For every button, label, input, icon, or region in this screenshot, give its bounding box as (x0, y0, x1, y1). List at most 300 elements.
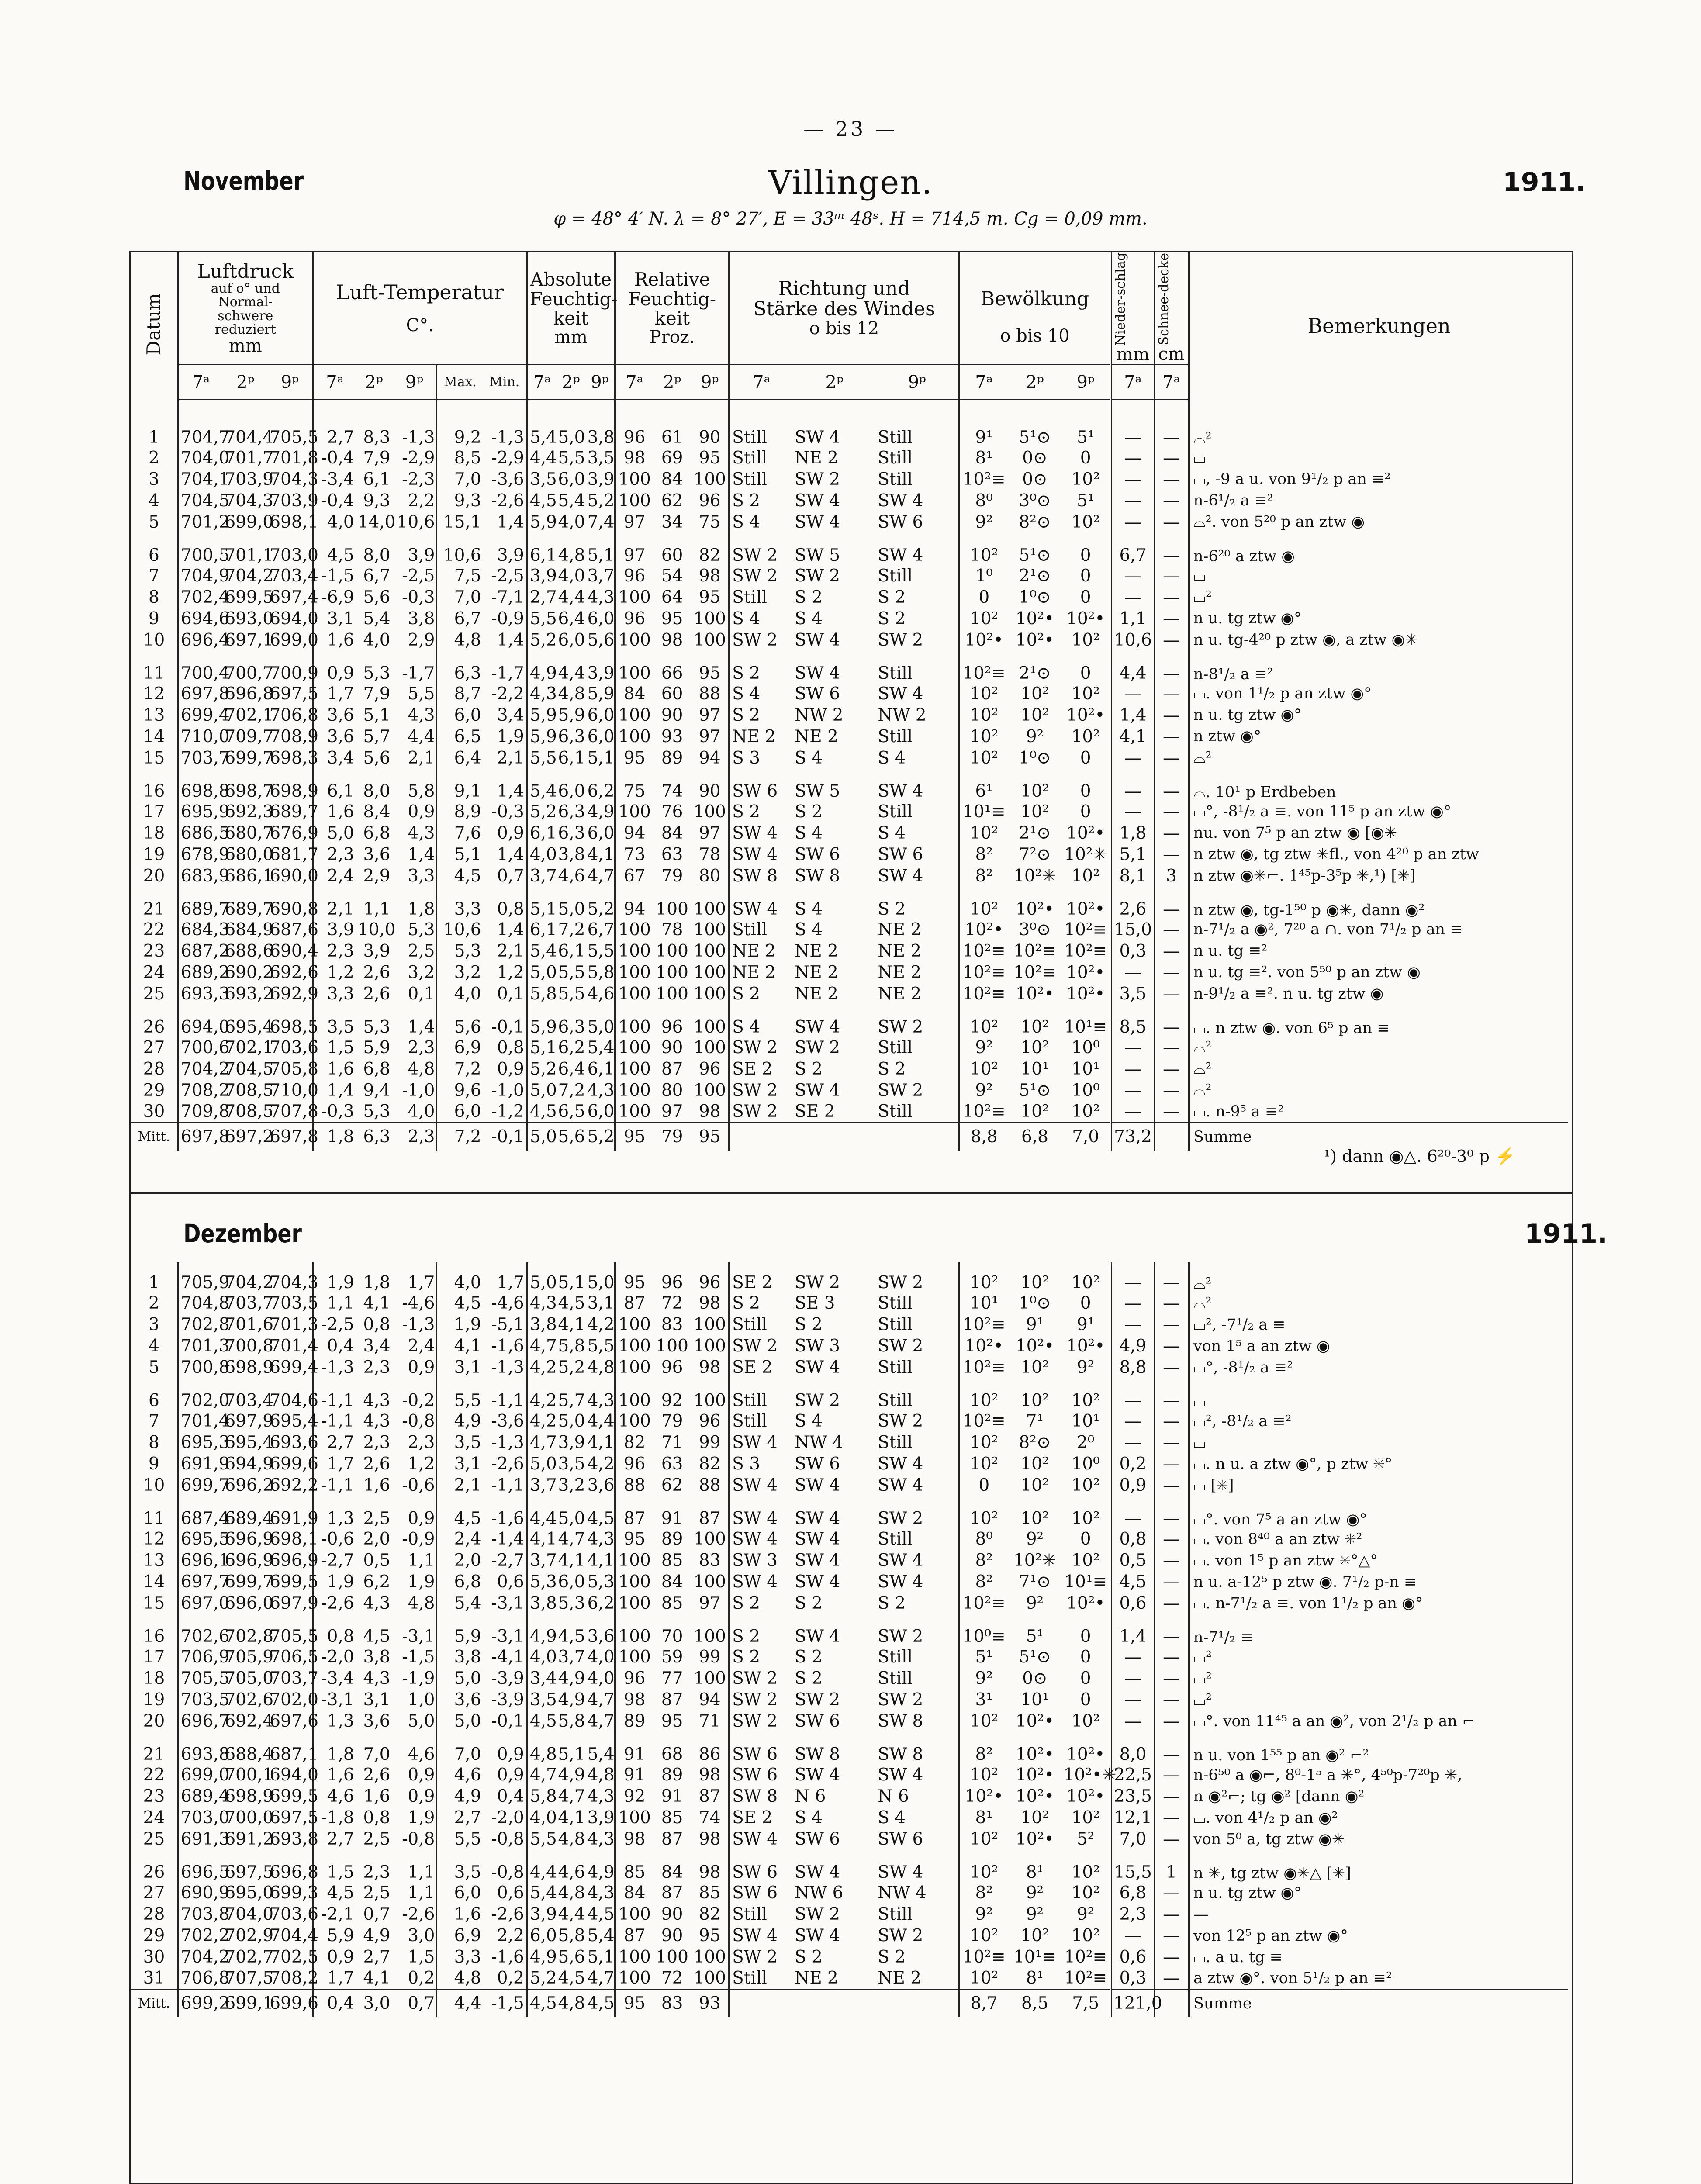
cell-c20: 10²≡ (1064, 1947, 1107, 1967)
cell-c18: 10² (959, 1711, 1008, 1732)
cell-c14: 100 (693, 1017, 726, 1037)
cell-c23: n ztw ◉✳⌐. 1⁴⁵p-3⁵p ✳,¹) [✳] (1189, 865, 1568, 887)
year-dezember: 1911. (1525, 1219, 1608, 1249)
cell-c12: 94 (615, 887, 653, 919)
cell-c6: 3,2 (408, 962, 435, 982)
cell-c15: S 2 (729, 651, 793, 683)
cell-c7: 5,0 (437, 1711, 483, 1732)
cell-c21: 1,8 (1110, 822, 1155, 844)
header-datum-text: Datum (143, 293, 165, 356)
cell-c3: 704,4 (270, 1926, 318, 1946)
cell-c4: 3,4 (313, 747, 356, 769)
cell-c4: -1,5 (313, 565, 356, 587)
cell-c8: -1,1 (491, 1391, 524, 1410)
cell-c0: 23 (143, 941, 165, 961)
table-row (131, 940, 1568, 962)
cell-c16: S 4 (795, 1808, 823, 1828)
subheader-20: 9ᵖ (1062, 365, 1111, 400)
cell-c18: 3¹ (959, 1689, 1008, 1711)
cell-c14: 82 (698, 1904, 721, 1924)
cell-c8: -1,4 (491, 1529, 524, 1549)
cell-c5: 6,8 (363, 823, 391, 843)
cell-c11: 3,6 (587, 1476, 615, 1495)
cell-c2: 708,5 (225, 1102, 274, 1121)
cell-c11: 3,9 (587, 663, 615, 683)
cell-c4: -3,4 (313, 1668, 356, 1689)
cell-c16: SW 8 (795, 1745, 840, 1764)
cell-c16: SW 2 (795, 469, 840, 489)
cell-c17: SW 4 (878, 545, 923, 565)
cell-c9: 3,5 (527, 1689, 556, 1711)
cell-c5: 6,7 (363, 566, 391, 586)
cell-c21: — (1110, 1314, 1155, 1335)
cell-c21: 3,5 (1110, 983, 1155, 1005)
cell-c4: 5,9 (313, 1925, 356, 1946)
cell-c7: 8,5 (437, 447, 483, 469)
cell-c15: SW 2 (729, 565, 793, 587)
cell-c3: 702,0 (270, 1690, 318, 1710)
cell-c7: 4,1 (437, 1335, 483, 1357)
cell-c5: 0,8 (363, 1315, 391, 1334)
cell-c10: 4,9 (558, 1669, 585, 1688)
header-schnee-title: Schnee-decke (1156, 252, 1172, 346)
cell-c10: 6,0 (558, 469, 585, 489)
cell-c9: 4,9 (527, 651, 556, 683)
cell-c0: 25 (143, 984, 165, 1004)
cell-c11: 4,9 (587, 1863, 615, 1882)
cell-c1: 687,2 (178, 940, 223, 962)
cell-c0: 3 (149, 1315, 159, 1334)
cell-c12: 88 (615, 1475, 653, 1496)
month-title-dezember: Dezember (183, 1219, 302, 1248)
cell-c13: 54 (661, 566, 683, 586)
cell-c3: 690,8 (270, 899, 318, 919)
cell-c22: — (1155, 1410, 1189, 1432)
cell-c15: S 2 (729, 705, 793, 726)
cell-c8: 1,2 (497, 962, 524, 982)
cell-c0: 5 (149, 512, 159, 532)
cell-c5: 3,6 (363, 844, 391, 864)
cell-c10: 4,5 (558, 1968, 585, 1988)
cell-c17: N 6 (878, 1787, 909, 1806)
cell-c5: 5,3 (363, 1102, 391, 1121)
cell-c22: — (1155, 940, 1189, 962)
cell-c11: 4,7 (587, 866, 615, 886)
cell-c3: 698,9 (270, 781, 318, 801)
cell-c14: 98 (698, 1293, 721, 1313)
cell-c1: 704,9 (178, 565, 223, 587)
table-row (131, 1786, 1568, 1807)
cell-c13: 74 (661, 781, 683, 801)
header-rel-unit: Proz. (649, 327, 695, 347)
cell-c7: 4,8 (437, 1968, 483, 1989)
cell-c0: 24 (143, 962, 165, 982)
cell-c8: -2,7 (491, 1551, 524, 1570)
cell-c6: -0,6 (402, 1476, 435, 1495)
cell-c13: 89 (661, 1765, 683, 1785)
cell-c12: 100 (615, 726, 653, 747)
cell-c6: -3,1 (402, 1627, 435, 1646)
cell-c20: 10²• (1066, 705, 1105, 725)
cell-c19: 0⊙ (1022, 469, 1048, 489)
cell-c8: -2,9 (491, 448, 524, 468)
cell-c12: 98 (615, 1689, 653, 1711)
cell-c9: 5,8 (527, 983, 556, 1005)
cell-c21: — (1110, 1925, 1155, 1946)
cell-c18: 10² (959, 1453, 1008, 1475)
cell-c6: -1,5 (402, 1647, 435, 1667)
cell-c3: 698,5 (270, 1017, 318, 1037)
mean-c6: 2,3 (392, 1123, 437, 1151)
cell-c2: 695,4 (225, 1433, 274, 1452)
cell-c15: S 4 (729, 1005, 793, 1037)
cell-c6: 4,0 (408, 1102, 435, 1121)
cell-c3: 702,5 (270, 1947, 318, 1967)
cell-c10: 5,0 (558, 1509, 585, 1528)
cell-c4: -1,1 (313, 1378, 356, 1410)
cell-c17: S 2 (878, 899, 906, 919)
cell-c23: ⌓² (1189, 747, 1568, 769)
cell-c12: 92 (615, 1786, 653, 1807)
cell-c13: 63 (661, 844, 683, 864)
cell-c12: 97 (615, 511, 653, 533)
month-divider (131, 1192, 1573, 1194)
cell-c15: Still (729, 1378, 793, 1410)
cell-c13: 92 (661, 1391, 683, 1410)
cell-c20: 10²✳ (1064, 844, 1107, 864)
cell-c22: — (1155, 1037, 1189, 1058)
cell-c16: S 4 (795, 748, 823, 768)
mean-c3: 699,6 (268, 1989, 313, 2017)
cell-c10: 4,7 (558, 1529, 585, 1549)
cell-c12: 100 (615, 962, 653, 983)
cell-c16: N 6 (795, 1787, 826, 1806)
cell-c23: ⌓² (1189, 1058, 1568, 1080)
cell-c4: 1,1 (313, 1292, 356, 1314)
cell-c21: — (1110, 1432, 1155, 1453)
cell-c13: 79 (661, 866, 683, 886)
cell-c13: 80 (661, 1080, 683, 1100)
mean-c14: 93 (691, 1989, 729, 2017)
cell-c2: 704,3 (225, 491, 274, 511)
cell-c16: SW 4 (795, 1572, 840, 1592)
cell-c5: 7,9 (363, 684, 391, 704)
cell-c17: SW 4 (878, 1551, 923, 1570)
cell-c7: 6,9 (437, 1925, 483, 1946)
mean-c13: 79 (653, 1123, 691, 1151)
cell-c18: 9² (959, 1904, 1008, 1925)
cell-c23: n-6⁵⁰ a ◉⌐, 8⁰-1⁵ a ✳°, 4⁵⁰p-7²⁰p ✳, (1189, 1764, 1568, 1786)
cell-c23: von 5⁰ a, tg ztw ◉✳ (1189, 1828, 1568, 1850)
cell-c8: 1,4 (497, 630, 524, 650)
cell-c7: 5,5 (437, 1828, 483, 1850)
cell-c16: SW 4 (795, 663, 840, 683)
cell-c17: Still (878, 1433, 913, 1452)
cell-c0: 1 (149, 427, 159, 447)
dezember-body (131, 1262, 1568, 2017)
table-row (131, 1968, 1568, 1989)
cell-c2: 695,4 (225, 1017, 274, 1037)
cell-c12: 100 (615, 705, 653, 726)
cell-c1: 708,2 (178, 1080, 223, 1101)
cell-c21: 8,8 (1110, 1357, 1155, 1378)
cell-c7: 2,0 (437, 1550, 483, 1571)
cell-c1: 690,9 (178, 1882, 223, 1904)
cell-c19: 8²⊙ (1019, 1433, 1051, 1452)
cell-c4: 1,8 (313, 1732, 356, 1764)
cell-c7: 8,7 (437, 683, 483, 705)
cell-c0: 15 (143, 748, 165, 768)
cell-c15: SW 4 (729, 1496, 793, 1528)
table-row (131, 1496, 1568, 1528)
cell-c13: 96 (661, 1273, 683, 1292)
cell-c20: 10² (1071, 866, 1100, 886)
cell-c15: SW 8 (729, 865, 793, 887)
cell-c15: S 2 (729, 490, 793, 511)
cell-c12: 100 (615, 1357, 653, 1378)
header-absolute (527, 252, 618, 365)
subheader-7: Max. (437, 365, 483, 400)
cell-c4: 1,9 (313, 1262, 356, 1292)
cell-c17: SW 2 (878, 1926, 923, 1946)
cell-c15: SW 3 (729, 1550, 793, 1571)
cell-c19: 8¹ (1026, 1863, 1044, 1882)
cell-c0: 19 (143, 1690, 165, 1710)
cell-c1: 699,0 (178, 1764, 223, 1786)
cell-c0: 8 (149, 1433, 159, 1452)
cell-c21: — (1110, 1292, 1155, 1314)
cell-c2: 699,7 (225, 748, 274, 768)
cell-c16: SW 5 (795, 545, 840, 565)
cell-c4: 1,7 (313, 1968, 356, 1989)
mean-c18: 8,7 (959, 1989, 1008, 2017)
cell-c15: SW 2 (729, 1080, 793, 1101)
cell-c12: 89 (615, 1711, 653, 1732)
cell-c21: 6,7 (1110, 533, 1155, 565)
cell-c3: 703,0 (270, 545, 318, 565)
header-abs-title: Absolute Feuchtig-keit (529, 269, 618, 329)
cell-c18: 10² (959, 608, 1008, 629)
cell-c5: 4,3 (363, 1411, 391, 1431)
cell-c16: NE 2 (795, 448, 838, 468)
cell-c20: 0 (1080, 448, 1091, 468)
cell-c1: 694,6 (178, 608, 223, 629)
cell-c23: ⌴. n ztw ◉. von 6⁵ p an ≡ (1189, 1005, 1568, 1037)
cell-c6: 4,8 (408, 1059, 435, 1079)
cell-c11: 5,4 (587, 1037, 615, 1057)
subheader-22: 7ᵃ (1155, 365, 1189, 400)
cell-c16: S 2 (795, 1947, 823, 1967)
cell-c3: 687,6 (270, 919, 318, 940)
cell-c23: n ztw ◉, tg ztw ✳fl., von 4²⁰ p an ztw (1189, 844, 1568, 865)
cell-c20: 0 (1080, 781, 1091, 801)
cell-c8: 1,4 (497, 919, 524, 940)
cell-c13: 85 (661, 1808, 683, 1828)
cell-c9: 5,5 (527, 747, 556, 769)
cell-c6: 2,3 (408, 1037, 435, 1057)
cell-c0: 12 (143, 684, 165, 704)
cell-c20: 10²•✳ (1063, 1765, 1117, 1785)
header-luftdruck-sub: auf o° und Normal-schwere reduziert (211, 280, 280, 338)
cell-c14: 95 (698, 587, 721, 607)
cell-c3: 692,2 (270, 1476, 318, 1495)
mean-c12: 95 (615, 1989, 653, 2017)
cell-c6: 0,9 (408, 1509, 435, 1528)
cell-c10: 4,6 (558, 866, 585, 886)
cell-c19: 9² (1026, 1904, 1044, 1924)
cell-c12: 100 (615, 1335, 653, 1357)
cell-c5: 3,1 (363, 1690, 391, 1710)
cell-c11: 5,1 (587, 748, 615, 768)
cell-c8: -4,6 (491, 1293, 524, 1313)
cell-c15: S 2 (729, 1292, 793, 1314)
cell-c20: 10²• (1066, 1593, 1105, 1613)
cell-c2: 702,8 (225, 1627, 274, 1646)
cell-c12: 82 (615, 1432, 653, 1453)
cell-c6: 2,9 (408, 630, 435, 650)
cell-c17: SW 4 (878, 781, 923, 801)
cell-c16: SW 4 (795, 1358, 840, 1377)
cell-c23: n ztw ◉, tg-1⁵⁰ p ◉✳, dann ◉² (1189, 887, 1568, 919)
cell-c13: 68 (661, 1745, 683, 1764)
cell-c14: 94 (698, 748, 721, 768)
header-bewoelkung (959, 252, 1111, 365)
cell-c16: SE 2 (795, 1102, 835, 1121)
cell-c18: 10²≡ (959, 962, 1008, 983)
cell-c17: Still (878, 566, 913, 586)
cell-c4: -3,1 (313, 1689, 356, 1711)
cell-c9: 2,7 (527, 587, 556, 608)
cell-c18: 10² (959, 1850, 1008, 1882)
cell-c23: ⌴ (1189, 1432, 1568, 1453)
cell-c19: 5¹⊙ (1019, 1647, 1051, 1667)
cell-c23: ⌴°, -8¹/₂ a ≡² (1189, 1357, 1568, 1378)
cell-c2: 688,6 (225, 941, 274, 961)
mean-c22 (1155, 1123, 1189, 1151)
cell-c17: SW 4 (878, 491, 923, 511)
cell-c9: 3,7 (527, 1550, 556, 1571)
cell-c5: 8,3 (363, 427, 391, 447)
cell-c22: 3 (1155, 865, 1189, 887)
mean-c18: 8,8 (959, 1123, 1008, 1151)
cell-c1: 689,7 (178, 887, 223, 919)
cell-c6: 3,0 (408, 1926, 435, 1946)
cell-c3: 676,9 (270, 823, 318, 843)
cell-c23: ⌴. n-7¹/₂ a ≡. von 1¹/₂ p an ◉° (1189, 1593, 1568, 1614)
cell-c13: 71 (661, 1433, 683, 1452)
cell-c8: -3,9 (491, 1669, 524, 1688)
cell-c17: Still (878, 802, 913, 822)
cell-c0: 6 (149, 545, 159, 565)
header-nied-unit: mm (1116, 345, 1150, 365)
cell-c4: -1,1 (313, 1410, 356, 1432)
cell-c23: a ztw ◉°. von 5¹/₂ p an ≡² (1189, 1968, 1568, 1989)
cell-c5: 10,0 (357, 919, 396, 940)
cell-c6: 5,8 (408, 781, 435, 801)
cell-c1: 696,5 (178, 1850, 223, 1882)
table-row (131, 747, 1568, 769)
cell-c23: ⌴² (1189, 1668, 1568, 1689)
cell-c8: -3,1 (491, 1627, 524, 1646)
cell-c13: 90 (661, 705, 683, 725)
cell-c5: 5,4 (363, 608, 391, 629)
cell-c3: 706,8 (270, 705, 318, 725)
cell-c4: 0,9 (313, 651, 356, 683)
cell-c22: — (1155, 1968, 1189, 1989)
cell-c1: 705,5 (178, 1668, 223, 1689)
table-row (131, 683, 1568, 705)
cell-c0: 8 (149, 587, 159, 607)
subheader-6: 9ᵖ (392, 365, 437, 400)
cell-c2: 689,4 (225, 1509, 274, 1528)
cell-c16: SW 6 (795, 1829, 840, 1849)
cell-c23: n u. a-12⁵ p ztw ◉. 7¹/₂ p-n ≡ (1189, 1571, 1568, 1593)
cell-c15: SW 2 (729, 629, 793, 651)
cell-c2: 700,0 (225, 1808, 274, 1828)
cell-c4: 3,3 (313, 983, 356, 1005)
cell-c8: 0,1 (497, 984, 524, 1004)
cell-c20: 10² (1071, 726, 1100, 746)
cell-c13: 84 (661, 1572, 683, 1592)
cell-c15: SW 2 (729, 1335, 793, 1357)
cell-c12: 98 (615, 447, 653, 469)
cell-c12: 97 (615, 533, 653, 565)
cell-c22: — (1155, 1571, 1189, 1593)
mean-c7: 7,2 (437, 1123, 483, 1151)
cell-c23: n-6²⁰ a ztw ◉ (1189, 533, 1568, 565)
cell-c19: 9² (1026, 726, 1044, 746)
cell-c5: 2,6 (363, 1454, 391, 1474)
cell-c7: 5,0 (437, 1668, 483, 1689)
cell-c18: 10² (959, 1058, 1008, 1080)
cell-c13: 70 (661, 1627, 683, 1646)
cell-c11: 5,1 (587, 1947, 615, 1967)
cell-c5: 2,6 (363, 984, 391, 1004)
cell-c18: 10²≡ (959, 940, 1008, 962)
cell-c4: 1,4 (313, 1080, 356, 1101)
cell-c3: 703,6 (270, 1904, 318, 1924)
cell-c22: — (1155, 1711, 1189, 1732)
cell-c6: 4,8 (408, 1593, 435, 1613)
cell-c8: 2,1 (497, 941, 524, 961)
cell-c18: 8² (959, 1550, 1008, 1571)
header-niederschlag (1110, 252, 1155, 365)
cell-c14: 83 (698, 1551, 721, 1570)
cell-c7: 7,0 (437, 1732, 483, 1764)
cell-c13: 62 (661, 491, 683, 511)
cell-c12: 100 (615, 469, 653, 490)
cell-c1: 701,2 (178, 511, 223, 533)
table-row (131, 1711, 1568, 1732)
cell-c19: 1⁰⊙ (1019, 587, 1051, 607)
cell-c16: SW 8 (795, 866, 840, 886)
table-row (131, 705, 1568, 726)
cell-c0: 24 (143, 1808, 165, 1828)
cell-c2: 699,7 (225, 1572, 274, 1592)
cell-c9: 5,0 (527, 1262, 556, 1292)
cell-c13: 100 (656, 1947, 688, 1967)
header-bemerkungen (1189, 252, 1568, 400)
cell-c22: — (1155, 1378, 1189, 1410)
cell-c14: 80 (698, 866, 721, 886)
cell-c17: SW 2 (878, 1509, 923, 1528)
cell-c11: 6,0 (587, 726, 615, 746)
cell-c13: 90 (661, 1037, 683, 1057)
cell-c10: 5,4 (558, 491, 585, 511)
cell-c6: 4,3 (408, 823, 435, 843)
cell-c9: 4,5 (527, 1101, 556, 1123)
cell-c21: 0,6 (1110, 1946, 1155, 1968)
